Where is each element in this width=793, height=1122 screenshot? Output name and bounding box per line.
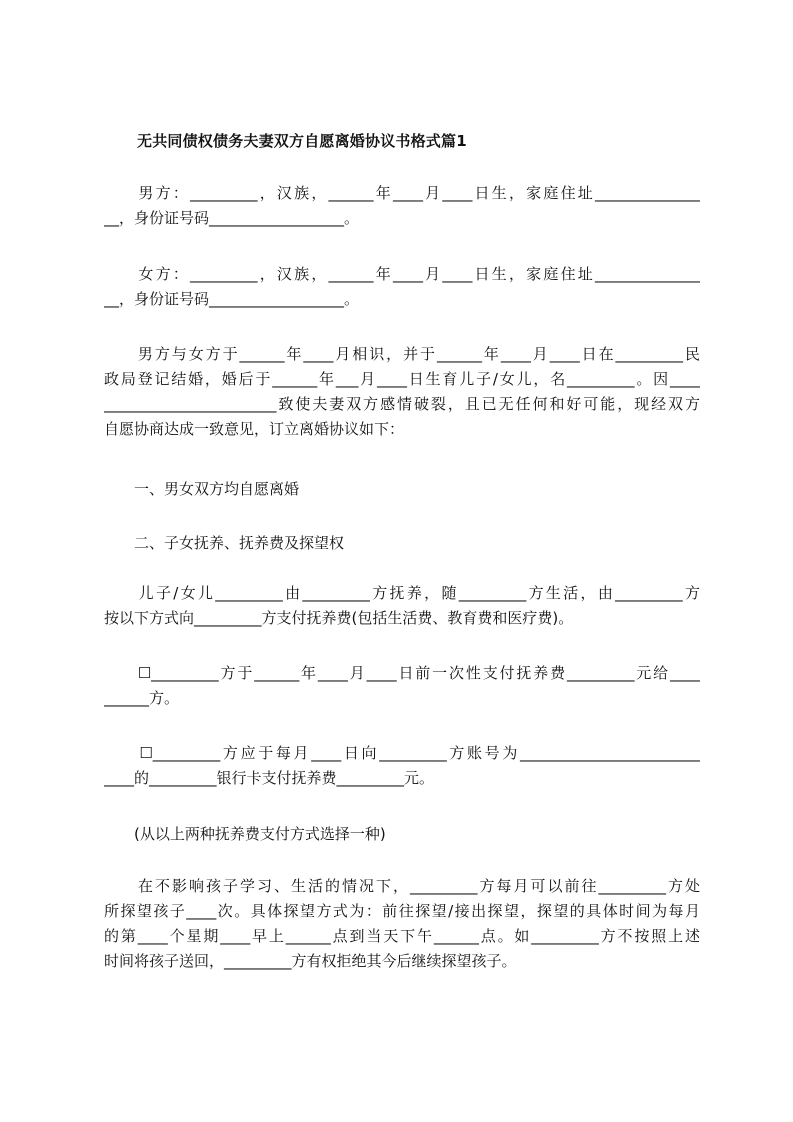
paragraph-female-party [104, 262, 700, 312]
paragraph-line: __，身份证号码__________________。 [104, 290, 360, 308]
clause-two [104, 531, 700, 556]
paragraph-custody [104, 581, 700, 631]
paragraph-line: ______方。 [104, 689, 180, 707]
paragraph-choose-note [104, 822, 700, 847]
paragraph-line: 时间将孩子送回，_________方有权拒绝其今后继续探望孩子。 [104, 952, 517, 970]
paragraph-line: __，身份证号码__________________。 [104, 209, 360, 227]
paragraph-line: 所探望孩子____次。具体探望方式为：前往探望/接出探望，探望的具体时间为每月 [104, 902, 700, 920]
paragraph-male-party [104, 181, 700, 231]
paragraph-line: 自愿协商达成一致意见，订立离婚协议如下： [104, 420, 405, 438]
paragraph-line: ☐_________方于______年____月____日前一次性支付抚养费_________元给____ [104, 664, 700, 682]
paragraph-line: 男方与女方于______年____月相识，并于______年____月____日在_________民 [104, 345, 700, 363]
paragraph-line: ☐_________方应于每月____日向_________方账号为________________________ [104, 744, 700, 762]
paragraph-visitation [104, 874, 700, 974]
paragraph-line: 政局登记结婚，婚后于______年___月____日生育儿子/女儿，名_________。因____ [104, 370, 700, 388]
clause-one [104, 477, 700, 502]
paragraph-line: _______________________致使夫妻双方感情破裂，且已无任何和好可能，现经双方 [104, 395, 700, 413]
paragraph-monthly-option [104, 741, 700, 791]
paragraph-line: 一、男女双方均自愿离婚 [104, 480, 300, 498]
paragraph-line: ____的_________银行卡支付抚养费_________元。 [104, 769, 435, 787]
paragraph-line: 在不影响孩子学习、生活的情况下，_________方每月可以前往_________方处 [104, 877, 700, 895]
paragraph-line: 儿子/女儿_________由_________方抚养，随_________方生活，由_________方 [104, 584, 700, 602]
paragraph-line: 女方：_________，汉族，______年____月____日生，家庭住址______________ [104, 265, 700, 283]
paragraph-line: 二、子女抚养、抚养费及探望权 [104, 534, 345, 552]
paragraph-marriage-history [104, 342, 700, 442]
paragraph-line: (从以上两种抚养费支付方式选择一种) [104, 825, 386, 843]
paragraph-line: 的第____个星期____早上______点到当天下午______点。如_________方不按照上述 [104, 927, 700, 945]
paragraph-line: 男方：_________，汉族，______年____月____日生，家庭住址______________ [104, 184, 700, 202]
document-title: 无共同债权债务夫妻双方自愿离婚协议书格式篇1 [137, 132, 467, 150]
paragraph-line: 按以下方式向_________方支付抚养费(包括生活费、教育费和医疗费)。 [104, 609, 574, 627]
paragraph-lump-sum-option [104, 661, 700, 711]
